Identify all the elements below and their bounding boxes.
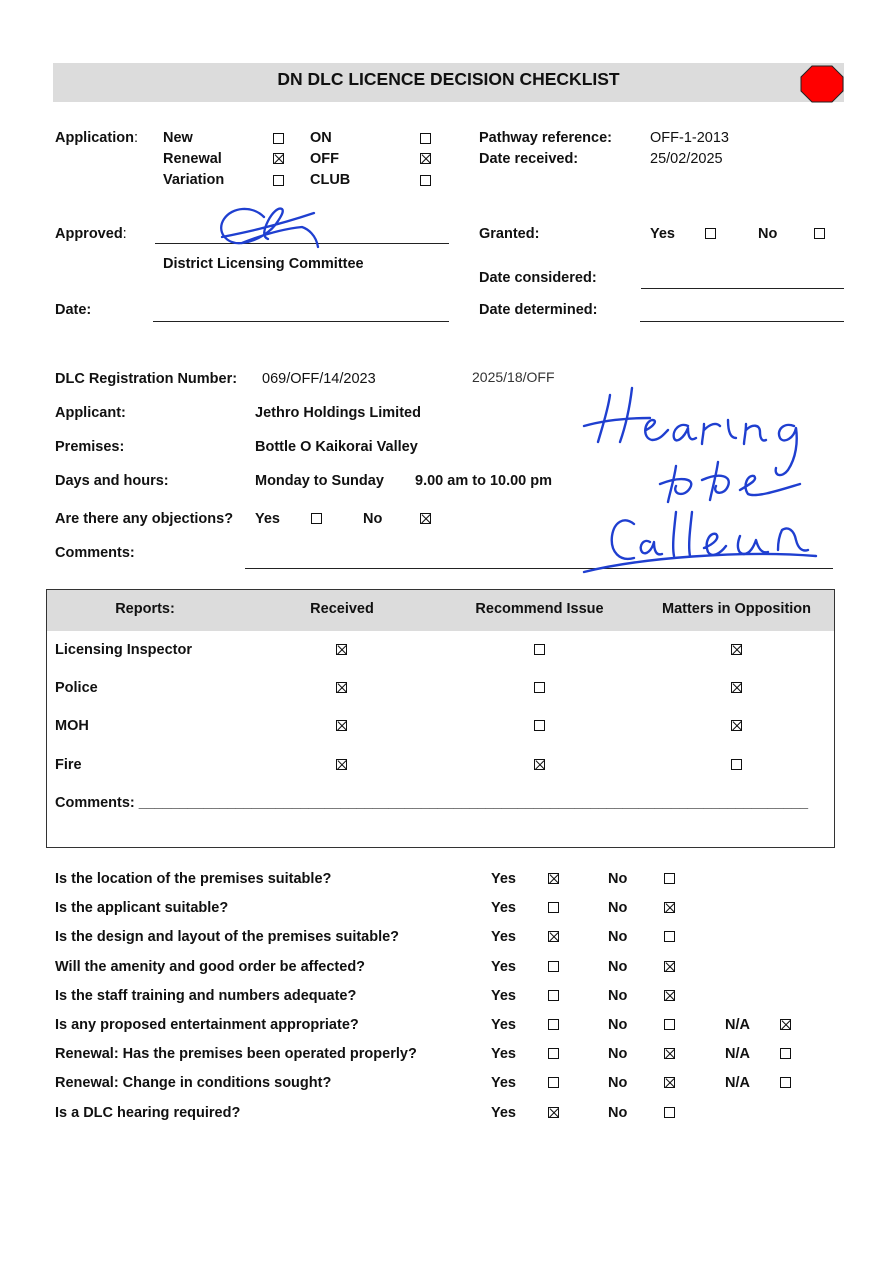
question-no-checkbox[interactable] bbox=[664, 902, 675, 913]
app-type-new-checkbox[interactable] bbox=[273, 133, 284, 144]
question-no-checkbox[interactable] bbox=[664, 873, 675, 884]
question-na-checkbox[interactable] bbox=[780, 1019, 791, 1030]
question-yes-label: Yes bbox=[491, 871, 516, 887]
question-text: Is the design and layout of the premises suitable? bbox=[55, 929, 400, 945]
pathway-value: OFF-1-2013 bbox=[650, 130, 729, 146]
days-hours-label: Days and hours: bbox=[55, 473, 169, 489]
question-no-checkbox[interactable] bbox=[664, 1077, 675, 1088]
registration-extra: 2025/18/OFF bbox=[472, 369, 555, 385]
stop-sign-icon bbox=[800, 65, 844, 103]
question-yes-label: Yes bbox=[491, 1017, 516, 1033]
question-no-label: No bbox=[608, 959, 628, 975]
report-inspector-received-checkbox[interactable] bbox=[336, 644, 347, 655]
question-na-checkbox[interactable] bbox=[780, 1048, 791, 1059]
question-text: Is the location of the premises suitable? bbox=[55, 871, 332, 887]
app-type-new-label: New bbox=[163, 130, 193, 146]
question-yes-checkbox[interactable] bbox=[548, 931, 559, 942]
question-no-label: No bbox=[608, 900, 628, 916]
question-yes-label: Yes bbox=[491, 1046, 516, 1062]
question-yes-checkbox[interactable] bbox=[548, 990, 559, 1001]
question-yes-checkbox[interactable] bbox=[548, 1077, 559, 1088]
question-text: Is any proposed entertainment appropriate? bbox=[55, 1017, 359, 1033]
report-fire-received-checkbox[interactable] bbox=[336, 759, 347, 770]
question-no-checkbox[interactable] bbox=[664, 990, 675, 1001]
reports-header-recommend: Recommend Issue bbox=[475, 601, 604, 617]
applicant-value: Jethro Holdings Limited bbox=[255, 405, 421, 421]
objections-no-label: No bbox=[363, 511, 383, 527]
objections-yes-checkbox[interactable] bbox=[311, 513, 322, 524]
question-no-checkbox[interactable] bbox=[664, 1107, 675, 1118]
licence-type-off-checkbox[interactable] bbox=[420, 153, 431, 164]
app-type-renewal-checkbox[interactable] bbox=[273, 153, 284, 164]
question-no-checkbox[interactable] bbox=[664, 961, 675, 972]
date-received-label: Date received: bbox=[479, 151, 579, 167]
objections-label: Are there any objections? bbox=[55, 511, 234, 527]
reports-comments[interactable]: Comments: ___________________________________________________________________________________ bbox=[55, 795, 809, 811]
reports-header-opposition: Matters in Opposition bbox=[661, 601, 812, 617]
date-field[interactable] bbox=[153, 321, 449, 322]
question-yes-label: Yes bbox=[491, 1105, 516, 1121]
handwritten-note-text bbox=[584, 578, 593, 579]
question-yes-checkbox[interactable] bbox=[548, 1048, 559, 1059]
report-row-moh-label: MOH bbox=[55, 718, 89, 734]
question-yes-label: Yes bbox=[491, 1075, 516, 1091]
granted-no-label: No bbox=[758, 226, 778, 242]
question-yes-checkbox[interactable] bbox=[548, 1019, 559, 1030]
report-fire-opposition-checkbox[interactable] bbox=[731, 759, 742, 770]
date-determined-label: Date determined: bbox=[479, 302, 598, 318]
premises-value: Bottle O Kaikorai Valley bbox=[255, 439, 418, 455]
question-no-label: No bbox=[608, 988, 628, 1004]
question-text: Will the amenity and good order be affected? bbox=[55, 959, 366, 975]
date-considered-label: Date considered: bbox=[479, 270, 597, 286]
days-value: Monday to Sunday bbox=[255, 473, 384, 489]
applicant-label: Applicant: bbox=[55, 405, 126, 421]
report-police-opposition-checkbox[interactable] bbox=[731, 682, 742, 693]
question-no-label: No bbox=[608, 1075, 628, 1091]
app-type-renewal-label: Renewal bbox=[163, 151, 222, 167]
approved-label: Approved: bbox=[55, 226, 127, 242]
question-yes-checkbox[interactable] bbox=[548, 961, 559, 972]
date-determined-field[interactable] bbox=[640, 321, 844, 322]
report-police-received-checkbox[interactable] bbox=[336, 682, 347, 693]
question-text: Is the applicant suitable? bbox=[55, 900, 229, 916]
licence-type-on-label: ON bbox=[310, 130, 332, 146]
question-no-label: No bbox=[608, 1046, 628, 1062]
objections-no-checkbox[interactable] bbox=[420, 513, 431, 524]
licence-type-on-checkbox[interactable] bbox=[420, 133, 431, 144]
reports-header-reports: Reports: bbox=[115, 601, 175, 617]
report-police-recommend-checkbox[interactable] bbox=[534, 682, 545, 693]
question-no-checkbox[interactable] bbox=[664, 1048, 675, 1059]
page-title: DN DLC LICENCE DECISION CHECKLIST bbox=[277, 69, 620, 89]
question-text: Is the staff training and numbers adequate? bbox=[55, 988, 357, 1004]
title-bar bbox=[53, 63, 844, 102]
licence-type-club-label: CLUB bbox=[310, 172, 351, 188]
report-inspector-recommend-checkbox[interactable] bbox=[534, 644, 545, 655]
registration-label: DLC Registration Number: bbox=[55, 371, 238, 387]
question-yes-checkbox[interactable] bbox=[548, 902, 559, 913]
question-yes-label: Yes bbox=[491, 988, 516, 1004]
report-moh-opposition-checkbox[interactable] bbox=[731, 720, 742, 731]
objections-yes-label: Yes bbox=[255, 511, 280, 527]
date-received-value: 25/02/2025 bbox=[650, 151, 723, 167]
question-na-label: N/A bbox=[725, 1017, 750, 1033]
granted-no-checkbox[interactable] bbox=[814, 228, 825, 239]
question-yes-checkbox[interactable] bbox=[548, 873, 559, 884]
question-no-checkbox[interactable] bbox=[664, 1019, 675, 1030]
question-no-label: No bbox=[608, 929, 628, 945]
report-inspector-opposition-checkbox[interactable] bbox=[731, 644, 742, 655]
question-na-checkbox[interactable] bbox=[780, 1077, 791, 1088]
committee-label: District Licensing Committee bbox=[163, 256, 364, 272]
reports-header-received: Received bbox=[310, 601, 374, 617]
application-label: Application: bbox=[55, 130, 138, 146]
question-no-label: No bbox=[608, 1105, 628, 1121]
app-type-variation-label: Variation bbox=[163, 172, 225, 188]
report-row-police-label: Police bbox=[55, 680, 98, 696]
granted-yes-checkbox[interactable] bbox=[705, 228, 716, 239]
question-no-checkbox[interactable] bbox=[664, 931, 675, 942]
signature-image bbox=[212, 203, 322, 258]
question-text: Is a DLC hearing required? bbox=[55, 1105, 241, 1121]
question-no-label: No bbox=[608, 871, 628, 887]
granted-label: Granted: bbox=[479, 226, 540, 242]
question-yes-label: Yes bbox=[491, 900, 516, 916]
question-yes-label: Yes bbox=[491, 929, 516, 945]
question-no-label: No bbox=[608, 1017, 628, 1033]
date-considered-field[interactable] bbox=[641, 288, 844, 289]
report-row-fire-label: Fire bbox=[55, 757, 82, 773]
comments-label: Comments: bbox=[55, 545, 135, 561]
premises-label: Premises: bbox=[55, 439, 125, 455]
report-moh-received-checkbox[interactable] bbox=[336, 720, 347, 731]
date-label: Date: bbox=[55, 302, 92, 318]
pathway-label: Pathway reference: bbox=[479, 130, 612, 146]
registration-value: 069/OFF/14/2023 bbox=[262, 371, 376, 387]
question-yes-label: Yes bbox=[491, 959, 516, 975]
report-moh-recommend-checkbox[interactable] bbox=[534, 720, 545, 731]
report-fire-recommend-checkbox[interactable] bbox=[534, 759, 545, 770]
report-row-inspector-label: Licensing Inspector bbox=[55, 642, 192, 658]
question-text: Renewal: Has the premises been operated properly? bbox=[55, 1046, 417, 1062]
question-na-label: N/A bbox=[725, 1075, 750, 1091]
licence-type-club-checkbox[interactable] bbox=[420, 175, 431, 186]
question-text: Renewal: Change in conditions sought? bbox=[55, 1075, 332, 1091]
licence-type-off-label: OFF bbox=[310, 151, 339, 167]
question-na-label: N/A bbox=[725, 1046, 750, 1062]
app-type-variation-checkbox[interactable] bbox=[273, 175, 284, 186]
question-yes-checkbox[interactable] bbox=[548, 1107, 559, 1118]
handwritten-note-image bbox=[580, 380, 830, 580]
granted-yes-label: Yes bbox=[650, 226, 675, 242]
hours-value: 9.00 am to 10.00 pm bbox=[415, 473, 553, 489]
